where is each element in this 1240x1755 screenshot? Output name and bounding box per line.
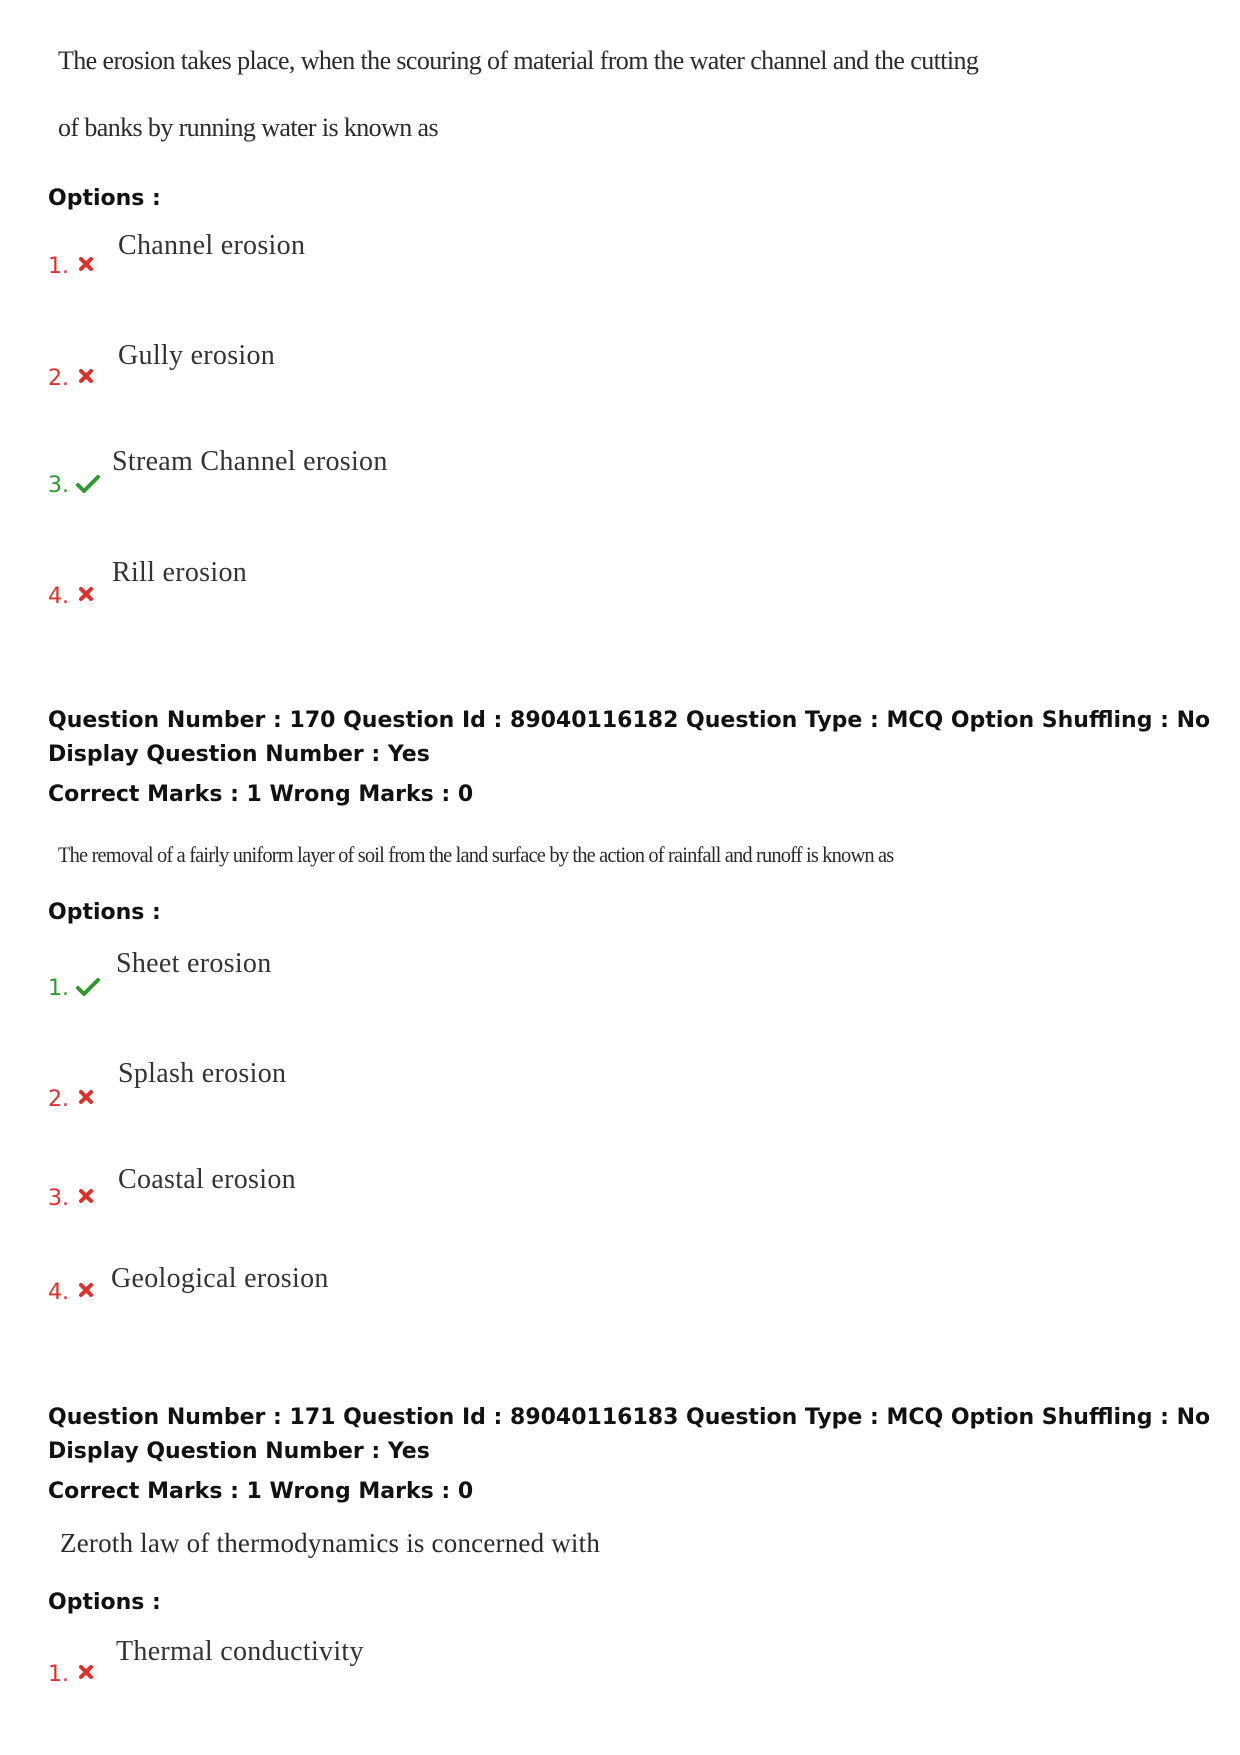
question-marks: Correct Marks : 1 Wrong Marks : 0 [48, 782, 474, 807]
cross-icon [78, 368, 94, 384]
option-number: 1. [48, 976, 69, 1001]
option-text: Channel erosion [118, 230, 306, 261]
cross-icon [78, 1089, 94, 1105]
cross-icon [78, 1664, 94, 1680]
option-text: Stream Channel erosion [112, 446, 388, 477]
option-number: 2. [48, 366, 69, 391]
question-stem-line: The erosion takes place, when the scouring of material from the water channel and the cutting [58, 46, 979, 75]
option-number: 1. [48, 1662, 69, 1687]
option-text: Geological erosion [111, 1263, 329, 1294]
cross-icon [78, 1188, 94, 1204]
check-icon [76, 474, 100, 494]
option-number: 1. [48, 254, 69, 279]
question-meta: Display Question Number : Yes [48, 1439, 430, 1464]
question-stem-line: of banks by running water is known as [58, 113, 439, 142]
option-number: 3. [48, 1186, 69, 1211]
check-icon [76, 977, 100, 997]
question-meta: Display Question Number : Yes [48, 742, 430, 767]
question-stem: The removal of a fairly uniform layer of soil from the land surface by the action of rainfall and runoff is known as [58, 842, 894, 867]
option-text: Thermal conductivity [116, 1636, 364, 1667]
question-stem: Zeroth law of thermodynamics is concerned with [60, 1528, 601, 1558]
options-label: Options : [48, 900, 161, 925]
question-meta: Question Number : 170 Question Id : 89040116182 Question Type : MCQ Option Shuffling : No [48, 708, 1211, 733]
question-meta: Question Number : 171 Question Id : 89040116183 Question Type : MCQ Option Shuffling : No [48, 1405, 1211, 1430]
cross-icon [78, 256, 94, 272]
option-text: Gully erosion [118, 340, 276, 371]
options-label: Options : [48, 1590, 161, 1615]
option-number: 3. [48, 473, 69, 498]
option-text: Rill erosion [112, 557, 248, 588]
cross-icon [78, 1282, 94, 1298]
option-number: 2. [48, 1087, 69, 1112]
cross-icon [78, 586, 94, 602]
option-text: Coastal erosion [118, 1164, 296, 1195]
question-marks: Correct Marks : 1 Wrong Marks : 0 [48, 1479, 474, 1504]
option-number: 4. [48, 1280, 69, 1305]
options-label: Options : [48, 186, 161, 211]
option-text: Sheet erosion [116, 948, 272, 979]
option-number: 4. [48, 584, 69, 609]
option-text: Splash erosion [118, 1058, 287, 1089]
